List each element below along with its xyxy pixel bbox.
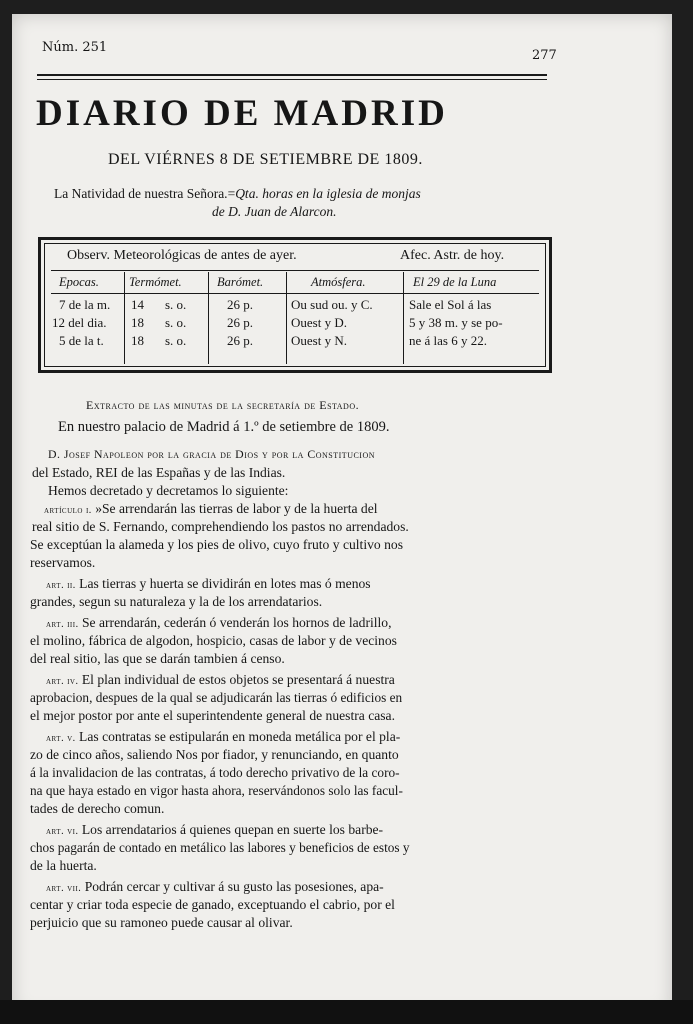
astro-title: Afec. Astr. de hoy. [400,248,505,263]
section-title: Extracto de las minutas de la secretaría de Estado. [86,398,360,412]
article-text: Los arrendatarios á quienes quepan en suerte los barbe- [81,822,384,837]
article-4 [46,672,395,688]
row-termo-unit: s. o. [165,315,187,330]
astro-line: ne á las 6 y 22. [409,333,487,348]
row-atmos: Ou sud ou. y C. [291,297,373,312]
article-text: Las tierras y huerta se dividirán en lotes mas ó menos [79,576,371,591]
article-3 [46,615,392,631]
col-atmosfera: Atmósfera. [311,275,366,289]
place-date: En nuestro palacio de Madrid á 1.º de setiembre de 1809. [58,419,390,435]
decree-intro-line: del Estado, REI de las Españas y de las Indias. [32,465,286,480]
row-termo: 18 [131,315,144,330]
article-label: art. vii. [46,883,82,894]
article-7 [46,879,384,895]
row-epoca: 7 de la m. [59,297,111,312]
article-text: á la invalidacion de las contratas, á todo derecho privativo de la coro- [30,765,400,780]
col-divider [286,272,287,364]
row-termo-unit: s. o. [165,297,187,312]
decree-intro-line: Hemos decretado y decretamos lo siguiente: [48,483,289,498]
article-label: artículo i. [44,505,92,516]
article-6 [46,822,383,838]
row-termo-unit: s. o. [165,333,187,348]
article-text: perjuicio que su ramoneo puede causar al olivar. [30,915,293,930]
article-label: art. ii. [46,580,76,591]
article-text: aprobacion, despues de la qual se adjudicarán las tierras ó edificios en [30,690,403,705]
issue-date: DEL VIÉRNES 8 DE SETIEMBRE DE 1809. [108,151,423,168]
article-text: centar y criar toda especie de ganado, exceptuando el cabrio, por el [30,897,395,912]
astro-line: 5 y 38 m. y se po- [409,315,503,330]
col-divider [208,272,209,364]
article-text: el mejor postor por ante el superintendente general de nuestra casa. [30,708,395,723]
header-rule-top [37,74,547,76]
row-baro: 26 p. [227,297,253,312]
row-atmos: Ouest y N. [291,333,347,348]
article-text: El plan individual de estos objetos se presentará á nuestra [81,672,395,687]
article-text: Se arrendarán, cederán ó venderán los hornos de ladrillo, [81,615,392,630]
article-text: »Se arrendarán las tierras de labor y de la huerta del [95,501,378,516]
article-1 [44,501,378,517]
article-text: Podrán cercar y cultivar á su gusto las posesiones, apa- [84,879,384,894]
article-text: de la huerta. [30,858,97,873]
article-text: zo de cinco años, saliendo Nos por fiador, y renunciando, en quanto [30,747,399,762]
issue-number: Núm. 251 [42,40,108,55]
article-text: grandes, segun su naturaleza y la de los arrendatarios. [30,594,323,609]
meteorological-table [38,237,552,373]
col-barometro: Barómet. [217,275,264,289]
col-divider [124,272,125,364]
feast-line: La Natividad de nuestra Señora.=Qta. horas en la iglesia de monjas [54,186,421,201]
col-divider [403,272,404,364]
article-label: art. v. [46,733,76,744]
article-text: del real sitio, las que se darán tambien á censo. [30,651,285,666]
masthead-title: DIARIO DE MADRID [36,93,448,134]
col-epocas: Epocas. [59,275,99,289]
decree-intro-name: D. Josef Napoleon por la gracia de Dios y por la Constitucion [48,447,376,461]
scan-border [0,1000,693,1024]
article-text: tades de derecho comun. [30,801,165,816]
article-label: art. iv. [46,676,79,687]
article-text: chos pagarán de contado en metálico las labores y beneficios de estos y [30,840,410,855]
article-text: Las contratas se estipularán en moneda metálica por el pla- [79,729,401,744]
row-baro: 26 p. [227,315,253,330]
feast-name: La Natividad de nuestra Señora. [54,186,228,201]
page-number: 277 [532,48,557,63]
row-epoca: 12 del dia. [52,315,107,330]
article-text: na que haya estado en vigor hasta ahora, reservándonos solo las facul- [30,783,403,798]
header-rule-thin [37,79,547,80]
newspaper-page [12,14,672,1014]
row-epoca: 5 de la t. [59,333,104,348]
astro-line: Sale el Sol á las [409,297,492,312]
row-baro: 26 p. [227,333,253,348]
article-text: Se exceptúan la alameda y los pies de olivo, cuyo fruto y cultivo nos [30,537,403,552]
row-atmos: Ouest y D. [291,315,347,330]
feast-church: Qta. horas en la iglesia de monjas [235,186,421,201]
article-label: art. vi. [46,826,79,837]
article-text: real sitio de S. Fernando, comprehendiendo los pastos no arrendados. [32,519,409,534]
col-termometro: Termómet. [129,275,182,289]
meteo-title: Observ. Meteorológicas de antes de ayer. [67,248,297,263]
feast-line-2: de D. Juan de Alarcon. [212,204,337,219]
col-luna: El 29 de la Luna [413,275,497,289]
article-2 [46,576,371,592]
article-5 [46,729,400,745]
row-termo: 18 [131,333,144,348]
row-termo: 14 [131,297,144,312]
article-text: reservamos. [30,555,96,570]
article-label: art. iii. [46,619,79,630]
meteo-header-rule [51,270,539,271]
article-text: el molino, fábrica de algodon, hospicio, casas de labor y de vecinos [30,633,397,648]
